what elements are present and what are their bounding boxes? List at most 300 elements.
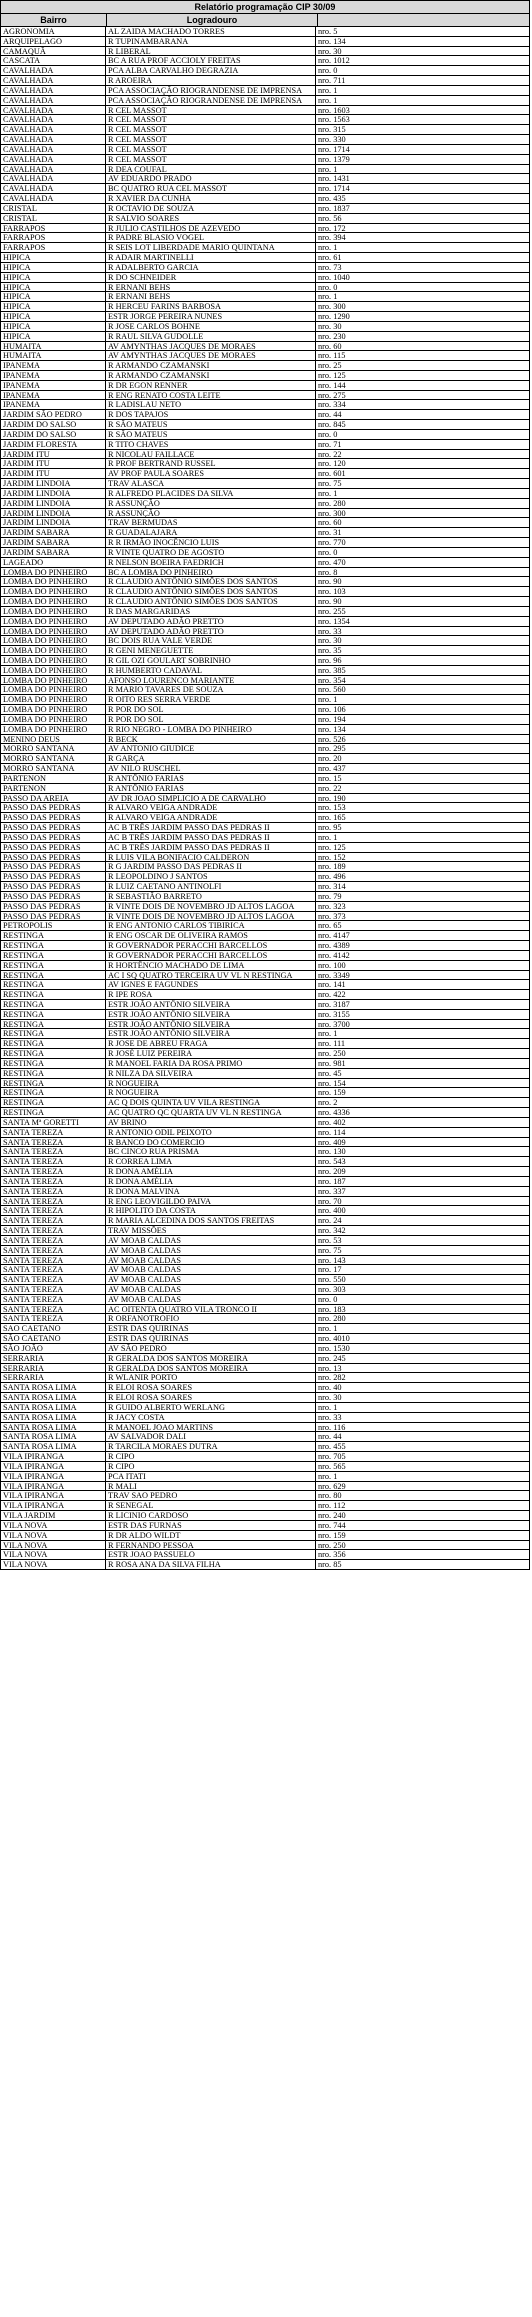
table-row bbox=[1, 715, 529, 725]
cell-numero: nro. 73 bbox=[318, 262, 342, 272]
cell-numero: nro. 75 bbox=[318, 479, 342, 488]
cell-bairro: RESTINGA bbox=[1, 980, 106, 989]
cell-logradouro: R DR ALDO WILDT bbox=[106, 1531, 316, 1540]
cell-bairro: SANTA ROSA LIMA bbox=[1, 1423, 106, 1432]
cell-numero: nro. 1837 bbox=[318, 203, 350, 213]
cell-numero: nro. 1563 bbox=[318, 115, 350, 125]
cell-numero: nro. 422 bbox=[318, 990, 346, 999]
cell-numero: nro. 0 bbox=[318, 547, 338, 557]
table-row bbox=[1, 705, 529, 715]
table-row bbox=[1, 420, 529, 430]
cell-logradouro: R OCTAVIO DE SOUZA bbox=[106, 204, 316, 213]
cell-bairro: CRISTAL bbox=[1, 214, 106, 223]
cell-bairro: JARDIM LINDOIA bbox=[1, 479, 106, 488]
cell-logradouro: R LUIZ CAETANO ANTINOLFI bbox=[106, 882, 316, 891]
cell-bairro: SANTA TEREZA bbox=[1, 1216, 106, 1225]
table-row bbox=[1, 882, 529, 892]
cell-logradouro: ESTR DAS QUIRINAS bbox=[106, 1324, 316, 1333]
cell-logradouro: R SALVIO SOARES bbox=[106, 214, 316, 223]
table-row bbox=[1, 1305, 529, 1315]
cell-logradouro: R AROEIRA bbox=[106, 76, 316, 85]
cell-logradouro: TRAV BERMUDAS bbox=[106, 518, 316, 527]
table-row bbox=[1, 627, 529, 637]
table-row bbox=[1, 1511, 529, 1521]
cell-logradouro: R G JARDIM PASSO DAS PEDRAS II bbox=[106, 862, 316, 871]
cell-logradouro: AV MOAB CALDAS bbox=[106, 1295, 316, 1304]
cell-logradouro: R ROSA ANA DA SILVA FILHA bbox=[106, 1560, 316, 1569]
table-row bbox=[1, 184, 529, 194]
cell-logradouro: R ENG RENATO COSTA LEITE bbox=[106, 391, 316, 400]
cell-logradouro: AV MOAB CALDAS bbox=[106, 1275, 316, 1284]
table-row bbox=[1, 754, 529, 764]
cell-numero: nro. 143 bbox=[318, 1255, 346, 1265]
cell-bairro: CAVALHADA bbox=[1, 76, 106, 85]
cell-numero: nro. 114 bbox=[318, 1127, 346, 1137]
cell-bairro: SANTA TEREZA bbox=[1, 1187, 106, 1196]
cell-numero: nro. 282 bbox=[318, 1373, 346, 1383]
cell-bairro: SANTA TEREZA bbox=[1, 1314, 106, 1323]
cell-numero: nro. 295 bbox=[318, 744, 346, 754]
cell-logradouro: R FERNANDO PESSOA bbox=[106, 1541, 316, 1550]
cell-bairro: SANTA TEREZA bbox=[1, 1177, 106, 1186]
cell-logradouro: R GIL OZI GOULART SOBRINHO bbox=[106, 656, 316, 665]
cell-numero: nro. 144 bbox=[318, 380, 346, 390]
cell-bairro: VILA NOVA bbox=[1, 1521, 106, 1530]
table-row bbox=[1, 214, 529, 224]
cell-numero: nro. 300 bbox=[318, 508, 346, 518]
cell-bairro: JARDIM DO SALSO bbox=[1, 430, 106, 439]
cell-numero: nro. 543 bbox=[318, 1157, 346, 1167]
cell-bairro: SANTA ROSA LIMA bbox=[1, 1442, 106, 1451]
cell-numero: nro. 981 bbox=[318, 1058, 346, 1068]
cell-bairro: HUMAITA bbox=[1, 342, 106, 351]
cell-bairro: AGRONOMIA bbox=[1, 27, 106, 36]
cell-numero: nro. 56 bbox=[318, 213, 342, 223]
table-row bbox=[1, 332, 529, 342]
table-row bbox=[1, 990, 529, 1000]
cell-numero: nro. 629 bbox=[318, 1481, 346, 1491]
cell-numero: nro. 1431 bbox=[318, 174, 350, 184]
cell-numero: nro. 35 bbox=[318, 646, 342, 655]
cell-logradouro: R NICOLAU FAILLACE bbox=[106, 450, 316, 459]
cell-logradouro: R NOGUEIRA bbox=[106, 1088, 316, 1097]
cell-bairro: FARRAPOS bbox=[1, 233, 106, 242]
cell-logradouro: TRAV ALASCA bbox=[106, 479, 316, 488]
table-row bbox=[1, 1265, 529, 1275]
table-row bbox=[1, 1285, 529, 1295]
cell-logradouro: R JOSE DE ABREU FRAGA bbox=[106, 1039, 316, 1048]
cell-bairro: MENINO DEUS bbox=[1, 735, 106, 744]
cell-bairro: SERRARIA bbox=[1, 1373, 106, 1382]
cell-bairro: SANTA ROSA LIMA bbox=[1, 1432, 106, 1441]
table-row bbox=[1, 125, 529, 135]
cell-logradouro: R ENG LEOVIGILDO PAIVA bbox=[106, 1197, 316, 1206]
cell-bairro: HIPICA bbox=[1, 292, 106, 301]
cell-numero: nro. 4336 bbox=[318, 1108, 350, 1117]
table-row bbox=[1, 695, 529, 705]
cell-bairro: RESTINGA bbox=[1, 1029, 106, 1038]
cell-logradouro: R ANTÔNIO FARIAS bbox=[106, 784, 316, 793]
cell-bairro: PASSO DA AREIA bbox=[1, 794, 106, 803]
cell-logradouro: R JOSÉ LUIZ PEREIRA bbox=[106, 1049, 316, 1058]
cell-numero: nro. 44 bbox=[318, 1432, 342, 1442]
cell-bairro: CAVALHADA bbox=[1, 135, 106, 144]
cell-numero: nro. 342 bbox=[318, 1226, 346, 1235]
cell-logradouro: R ALVARO VEIGA ANDRADE bbox=[106, 813, 316, 822]
cell-bairro: SANTA TEREZA bbox=[1, 1265, 106, 1274]
cell-logradouro: R CLAUDIO ANTÔNIO SIMÕES DOS SANTOS bbox=[106, 587, 316, 596]
cell-numero: nro. 1 bbox=[318, 1402, 338, 1412]
cell-bairro: RESTINGA bbox=[1, 1049, 106, 1058]
cell-numero: nro. 300 bbox=[318, 302, 346, 312]
cell-numero: nro. 437 bbox=[318, 764, 346, 773]
cell-numero: nro. 744 bbox=[318, 1520, 346, 1530]
cell-bairro: RESTINGA bbox=[1, 951, 106, 960]
cell-bairro: LOMBA DO PINHEIRO bbox=[1, 685, 106, 694]
cell-numero: nro. 40 bbox=[318, 1383, 342, 1393]
cell-bairro: SANTA ROSA LIMA bbox=[1, 1403, 106, 1412]
cell-numero: nro. 402 bbox=[318, 1117, 346, 1127]
cell-logradouro: R ORFANOTROFIO bbox=[106, 1314, 316, 1323]
cell-logradouro: R ANTONIO ODIL PEIXOTO bbox=[106, 1128, 316, 1137]
table-row bbox=[1, 1256, 529, 1266]
cell-numero: nro. 24 bbox=[318, 1216, 342, 1226]
table-row bbox=[1, 656, 529, 666]
table-row bbox=[1, 1157, 529, 1167]
cell-numero: nro. 337 bbox=[318, 1186, 346, 1196]
table-row bbox=[1, 892, 529, 902]
cell-logradouro: AFONSO LOURENCO MARIANTE bbox=[106, 676, 316, 685]
cell-numero: nro. 1 bbox=[318, 95, 338, 105]
cell-numero: nro. 314 bbox=[318, 882, 346, 891]
table-row bbox=[1, 312, 529, 322]
table-row bbox=[1, 96, 529, 106]
cell-numero: nro. 30 bbox=[318, 636, 342, 646]
cell-bairro: IPANEMA bbox=[1, 361, 106, 370]
cell-numero: nro. 354 bbox=[318, 675, 346, 685]
cell-numero: nro. 2 bbox=[318, 1098, 338, 1108]
table-row bbox=[1, 391, 529, 401]
cell-bairro: HIPICA bbox=[1, 332, 106, 341]
cell-logradouro: R JOSE CARLOS BOHNE bbox=[106, 322, 316, 331]
table-row bbox=[1, 1442, 529, 1452]
cell-numero: nro. 560 bbox=[318, 685, 346, 695]
table-row bbox=[1, 1079, 529, 1089]
cell-logradouro: R LEOPOLDINO J SANTOS bbox=[106, 872, 316, 881]
table-row bbox=[1, 1472, 529, 1482]
cell-numero: nro. 80 bbox=[318, 1491, 342, 1501]
cell-bairro: HIPICA bbox=[1, 273, 106, 282]
cell-logradouro: AC B TRÊS JARDIM PASSO DAS PEDRAS II bbox=[106, 823, 316, 832]
report-title: Relatório programação CIP 30/09 bbox=[0, 0, 530, 13]
table-row bbox=[1, 56, 529, 66]
cell-logradouro: AC I SQ QUATRO TERCEIRA UV VL N RESTINGA bbox=[106, 971, 316, 980]
cell-bairro: JARDIM LINDOIA bbox=[1, 518, 106, 527]
table-row bbox=[1, 135, 529, 145]
cell-bairro: PASSO DAS PEDRAS bbox=[1, 823, 106, 832]
table-row bbox=[1, 597, 529, 607]
cell-bairro: PASSO DAS PEDRAS bbox=[1, 803, 106, 812]
cell-bairro: VILA IPIRANGA bbox=[1, 1501, 106, 1510]
table-row bbox=[1, 1462, 529, 1472]
cell-numero: nro. 770 bbox=[318, 538, 346, 547]
cell-bairro: PASSO DAS PEDRAS bbox=[1, 892, 106, 901]
cell-logradouro: R CEL MASSOT bbox=[106, 125, 316, 134]
table-row bbox=[1, 1393, 529, 1403]
cell-numero: nro. 1 bbox=[318, 695, 338, 705]
cell-bairro: SANTA TEREZA bbox=[1, 1305, 106, 1314]
cell-bairro: CAVALHADA bbox=[1, 174, 106, 183]
cell-logradouro: R ANTÔNIO FARIAS bbox=[106, 774, 316, 783]
table-row bbox=[1, 1373, 529, 1383]
table-row bbox=[1, 1423, 529, 1433]
cell-logradouro: R VINTE QUATRO DE AGOSTO bbox=[106, 548, 316, 557]
cell-numero: nro. 13 bbox=[318, 1363, 342, 1373]
cell-numero: nro. 4010 bbox=[318, 1334, 350, 1343]
cell-bairro: LOMBA DO PINHEIRO bbox=[1, 577, 106, 586]
table-row bbox=[1, 961, 529, 971]
cell-bairro: CAVALHADA bbox=[1, 106, 106, 115]
cell-numero: nro. 115 bbox=[318, 351, 346, 361]
cell-numero: nro. 1290 bbox=[318, 312, 350, 321]
table-row bbox=[1, 204, 529, 214]
table-row bbox=[1, 47, 529, 57]
cell-numero: nro. 1714 bbox=[318, 144, 350, 154]
table-row bbox=[1, 1344, 529, 1354]
cell-bairro: RESTINGA bbox=[1, 1010, 106, 1019]
table-row bbox=[1, 833, 529, 843]
cell-bairro: HIPICA bbox=[1, 283, 106, 292]
cell-logradouro: R MANOEL FARIA DA ROSA PRIMO bbox=[106, 1059, 316, 1068]
cell-numero: nro. 85 bbox=[318, 1560, 342, 1570]
table-row bbox=[1, 528, 529, 538]
cell-logradouro: R DONA MALVINA bbox=[106, 1187, 316, 1196]
cell-bairro: JARDIM SÃO PEDRO bbox=[1, 410, 106, 419]
cell-bairro: SANTA TEREZA bbox=[1, 1157, 106, 1166]
cell-logradouro: R DO SCHNEIDER bbox=[106, 273, 316, 282]
cell-logradouro: AV AMYNTHAS JACQUES DE MORAES bbox=[106, 342, 316, 351]
cell-numero: nro. 1 bbox=[318, 292, 338, 302]
cell-logradouro: AV PROF PAULA SOARES bbox=[106, 469, 316, 478]
table-row bbox=[1, 1088, 529, 1098]
cell-numero: nro. 1012 bbox=[318, 56, 350, 66]
cell-logradouro: AV BRINO bbox=[106, 1118, 316, 1127]
cell-numero: nro. 187 bbox=[318, 1176, 346, 1186]
cell-numero: nro. 33 bbox=[318, 626, 342, 636]
cell-numero: nro. 0 bbox=[318, 429, 338, 439]
cell-logradouro: R GERALDA DOS SANTOS MOREIRA bbox=[106, 1364, 316, 1373]
cell-logradouro: BC A RUA PROF ACCIOLY FREITAS bbox=[106, 56, 316, 65]
cell-logradouro: R SÃO MATEUS bbox=[106, 430, 316, 439]
cell-bairro: CAVALHADA bbox=[1, 194, 106, 203]
cell-numero: nro. 1 bbox=[318, 832, 338, 842]
cell-logradouro: R MARIA ALCEDINA DOS SANTOS FREITAS bbox=[106, 1216, 316, 1225]
cell-numero: nro. 45 bbox=[318, 1068, 342, 1078]
cell-bairro: LOMBA DO PINHEIRO bbox=[1, 646, 106, 655]
table-row bbox=[1, 479, 529, 489]
table-row bbox=[1, 872, 529, 882]
cell-numero: nro. 1530 bbox=[318, 1343, 350, 1353]
cell-logradouro: AV ANTONIO GIUDICE bbox=[106, 744, 316, 753]
cell-bairro: SAO CAETANO bbox=[1, 1324, 106, 1333]
cell-bairro: LOMBA DO PINHEIRO bbox=[1, 666, 106, 675]
cell-logradouro: ESTR JOÃO ANTÔNIO SILVEIRA bbox=[106, 1029, 316, 1038]
cell-bairro: JARDIM ITU bbox=[1, 469, 106, 478]
cell-bairro: LOMBA DO PINHEIRO bbox=[1, 617, 106, 626]
cell-numero: nro. 22 bbox=[318, 783, 342, 793]
table-row bbox=[1, 1452, 529, 1462]
cell-numero: nro. 20 bbox=[318, 754, 342, 764]
cell-numero: nro. 17 bbox=[318, 1265, 342, 1275]
cell-numero: nro. 275 bbox=[318, 390, 346, 400]
cell-bairro: LOMBA DO PINHEIRO bbox=[1, 597, 106, 606]
table-row bbox=[1, 165, 529, 175]
cell-logradouro: R OITO RES SERRA VERDE bbox=[106, 695, 316, 704]
table-row bbox=[1, 1108, 529, 1118]
cell-logradouro: R ASSUNÇÃO bbox=[106, 509, 316, 518]
cell-logradouro: R DEA COUFAL bbox=[106, 165, 316, 174]
cell-bairro: JARDIM SABARA bbox=[1, 538, 106, 547]
table-row bbox=[1, 1049, 529, 1059]
table-row bbox=[1, 66, 529, 76]
cell-logradouro: PCA ITATI bbox=[106, 1472, 316, 1481]
cell-bairro: PARTENON bbox=[1, 784, 106, 793]
table-row bbox=[1, 1206, 529, 1216]
cell-bairro: CAVALHADA bbox=[1, 125, 106, 134]
cell-bairro: PASSO DAS PEDRAS bbox=[1, 833, 106, 842]
cell-logradouro: R ALVARO VEIGA ANDRADE bbox=[106, 803, 316, 812]
cell-bairro: JARDIM LINDOIA bbox=[1, 489, 106, 498]
cell-bairro: PASSO DAS PEDRAS bbox=[1, 813, 106, 822]
cell-logradouro: R CIPO bbox=[106, 1452, 316, 1461]
cell-numero: nro. 194 bbox=[318, 714, 346, 724]
cell-numero: nro. 60 bbox=[318, 518, 342, 528]
cell-numero: nro. 125 bbox=[318, 842, 346, 852]
cell-bairro: LOMBA DO PINHEIRO bbox=[1, 695, 106, 704]
table-row bbox=[1, 469, 529, 479]
table-row bbox=[1, 1000, 529, 1010]
cell-numero: nro. 61 bbox=[318, 253, 342, 262]
cell-bairro: RESTINGA bbox=[1, 1000, 106, 1009]
cell-numero: nro. 3187 bbox=[318, 999, 350, 1009]
cell-logradouro: R DAS MARGARIDAS bbox=[106, 607, 316, 616]
cell-bairro: JARDIM SABARA bbox=[1, 548, 106, 557]
cell-logradouro: R LADISLAU NETO bbox=[106, 400, 316, 409]
cell-bairro: PASSO DAS PEDRAS bbox=[1, 862, 106, 871]
cell-logradouro: BC QUATRO RUA CEL MASSOT bbox=[106, 184, 316, 193]
cell-bairro: SERRARIA bbox=[1, 1354, 106, 1363]
cell-logradouro: ESTR JOÃO ANTÔNIO SILVEIRA bbox=[106, 1010, 316, 1019]
table-row bbox=[1, 1550, 529, 1560]
cell-bairro: CRISTAL bbox=[1, 204, 106, 213]
cell-bairro: LOMBA DO PINHEIRO bbox=[1, 568, 106, 577]
cell-logradouro: ESTR JORGE PEREIRA NUNES bbox=[106, 312, 316, 321]
cell-bairro: HIPICA bbox=[1, 312, 106, 321]
cell-numero: nro. 30 bbox=[318, 321, 342, 331]
cell-numero: nro. 30 bbox=[318, 1393, 342, 1402]
cell-logradouro: R XAVIER DA CUNHA bbox=[106, 194, 316, 203]
cell-numero: nro. 153 bbox=[318, 803, 346, 813]
cell-logradouro: R HUMBERTO CADAVAL bbox=[106, 666, 316, 675]
cell-logradouro: TRAV SAO PEDRO bbox=[106, 1491, 316, 1500]
table-row bbox=[1, 1432, 529, 1442]
cell-bairro: RESTINGA bbox=[1, 1108, 106, 1117]
table-row bbox=[1, 361, 529, 371]
cell-bairro: CASCATA bbox=[1, 56, 106, 65]
cell-logradouro: R TARCILA MORAES DUTRA bbox=[106, 1442, 316, 1451]
table-row bbox=[1, 1098, 529, 1108]
cell-logradouro: BC CINCO RUA PRISMA bbox=[106, 1147, 316, 1156]
cell-numero: nro. 130 bbox=[318, 1147, 346, 1157]
table-row bbox=[1, 1560, 529, 1570]
table-row bbox=[1, 1521, 529, 1531]
cell-numero: nro. 1603 bbox=[318, 105, 350, 115]
cell-bairro: JARDIM DO SALSO bbox=[1, 420, 106, 429]
table-header bbox=[0, 13, 530, 27]
cell-bairro: FARRAPOS bbox=[1, 243, 106, 252]
cell-numero: nro. 845 bbox=[318, 420, 346, 429]
table-row bbox=[1, 676, 529, 686]
cell-bairro: PASSO DAS PEDRAS bbox=[1, 843, 106, 852]
cell-numero: nro. 100 bbox=[318, 960, 346, 970]
cell-numero: nro. 1379 bbox=[318, 154, 350, 164]
table-row bbox=[1, 1147, 529, 1157]
cell-numero: nro. 190 bbox=[318, 793, 346, 803]
cell-numero: nro. 250 bbox=[318, 1540, 346, 1550]
cell-numero: nro. 154 bbox=[318, 1078, 346, 1088]
cell-numero: nro. 79 bbox=[318, 891, 342, 901]
cell-bairro: SANTA TEREZA bbox=[1, 1236, 106, 1245]
cell-logradouro: AV MOAB CALDAS bbox=[106, 1236, 316, 1245]
cell-logradouro: R ARMANDO CZAMANSKI bbox=[106, 371, 316, 380]
cell-logradouro: R BANCO DO COMERCIO bbox=[106, 1138, 316, 1147]
cell-numero: nro. 1714 bbox=[318, 184, 350, 194]
cell-logradouro: ESTR JOÃO ANTÔNIO SILVEIRA bbox=[106, 1020, 316, 1029]
cell-numero: nro. 315 bbox=[318, 125, 346, 135]
cell-logradouro: AL ZAIDA MACHADO TORRES bbox=[106, 27, 316, 36]
table-row bbox=[1, 106, 529, 116]
cell-bairro: VILA IPIRANGA bbox=[1, 1472, 106, 1481]
cell-bairro: IPANEMA bbox=[1, 371, 106, 380]
cell-logradouro: R MARIO TAVARES DE SOUZA bbox=[106, 685, 316, 694]
table-row bbox=[1, 410, 529, 420]
cell-logradouro: AC QUATRO QC QUARTA UV VL N RESTINGA bbox=[106, 1108, 316, 1117]
cell-numero: nro. 1 bbox=[318, 1029, 338, 1039]
cell-numero: nro. 711 bbox=[318, 76, 346, 85]
cell-bairro: CAVALHADA bbox=[1, 184, 106, 193]
table-row bbox=[1, 764, 529, 774]
cell-numero: nro. 209 bbox=[318, 1167, 346, 1176]
table-row bbox=[1, 440, 529, 450]
cell-numero: nro. 189 bbox=[318, 862, 346, 872]
cell-logradouro: AV MOAB CALDAS bbox=[106, 1265, 316, 1274]
table-row bbox=[1, 292, 529, 302]
cell-logradouro: R ELOI ROSA SOARES bbox=[106, 1393, 316, 1402]
cell-bairro: RESTINGA bbox=[1, 990, 106, 999]
table-row bbox=[1, 518, 529, 528]
cell-bairro: HIPICA bbox=[1, 322, 106, 331]
table-row bbox=[1, 853, 529, 863]
cell-logradouro: R TITO CHAVES bbox=[106, 440, 316, 449]
cell-bairro: CAVALHADA bbox=[1, 155, 106, 164]
cell-bairro: IPANEMA bbox=[1, 391, 106, 400]
table-row bbox=[1, 1128, 529, 1138]
cell-numero: nro. 250 bbox=[318, 1049, 346, 1058]
cell-bairro: JARDIM FLORESTA bbox=[1, 440, 106, 449]
cell-bairro: PASSO DAS PEDRAS bbox=[1, 872, 106, 881]
cell-bairro: VILA IPIRANGA bbox=[1, 1491, 106, 1500]
cell-bairro: LOMBA DO PINHEIRO bbox=[1, 676, 106, 685]
